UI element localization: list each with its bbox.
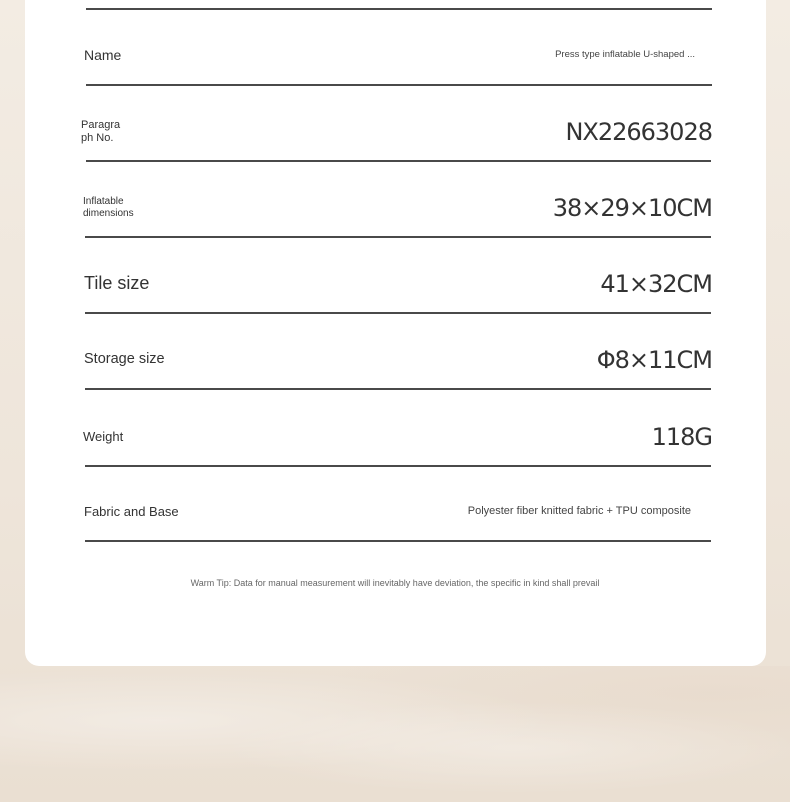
row-paragraph-label-line1: Paragra — [81, 119, 121, 131]
row-storage-value: Φ8×11CM — [596, 346, 712, 374]
row-inflatable-value: 38×29×10CM — [552, 194, 712, 222]
row-inflatable-label-line2: dimensions — [83, 208, 134, 219]
row-tile-value: 41×32CM — [600, 270, 712, 298]
row-fabric-value: Polyester fiber knitted fabric + TPU composite — [467, 505, 691, 517]
row-name-label: Name — [84, 47, 122, 63]
divider-3 — [85, 236, 711, 238]
row-inflatable-label-line1: Inflatable — [83, 196, 124, 207]
row-weight-value: 118G — [651, 423, 712, 451]
row-paragraph-value: NX22663028 — [565, 118, 712, 146]
divider-top — [86, 8, 712, 10]
row-tile-label: Tile size — [84, 273, 150, 293]
divider-2 — [86, 160, 711, 162]
row-weight-label: Weight — [83, 429, 124, 444]
divider-5 — [85, 388, 711, 390]
divider-4 — [85, 312, 711, 314]
row-storage-label: Storage size — [84, 351, 165, 367]
row-paragraph-label-line2: ph No. — [81, 132, 114, 144]
spec-card — [25, 0, 766, 666]
divider-6 — [85, 465, 711, 467]
divider-7 — [85, 540, 711, 542]
background-texture — [0, 666, 790, 802]
divider-1 — [86, 84, 712, 86]
warm-tip: Warm Tip: Data for manual measurement will inevitably have deviation, the specific in kind shall prevail — [190, 578, 600, 588]
row-name-value: Press type inflatable U-shaped ... — [555, 49, 695, 60]
row-fabric-label: Fabric and Base — [84, 504, 179, 519]
